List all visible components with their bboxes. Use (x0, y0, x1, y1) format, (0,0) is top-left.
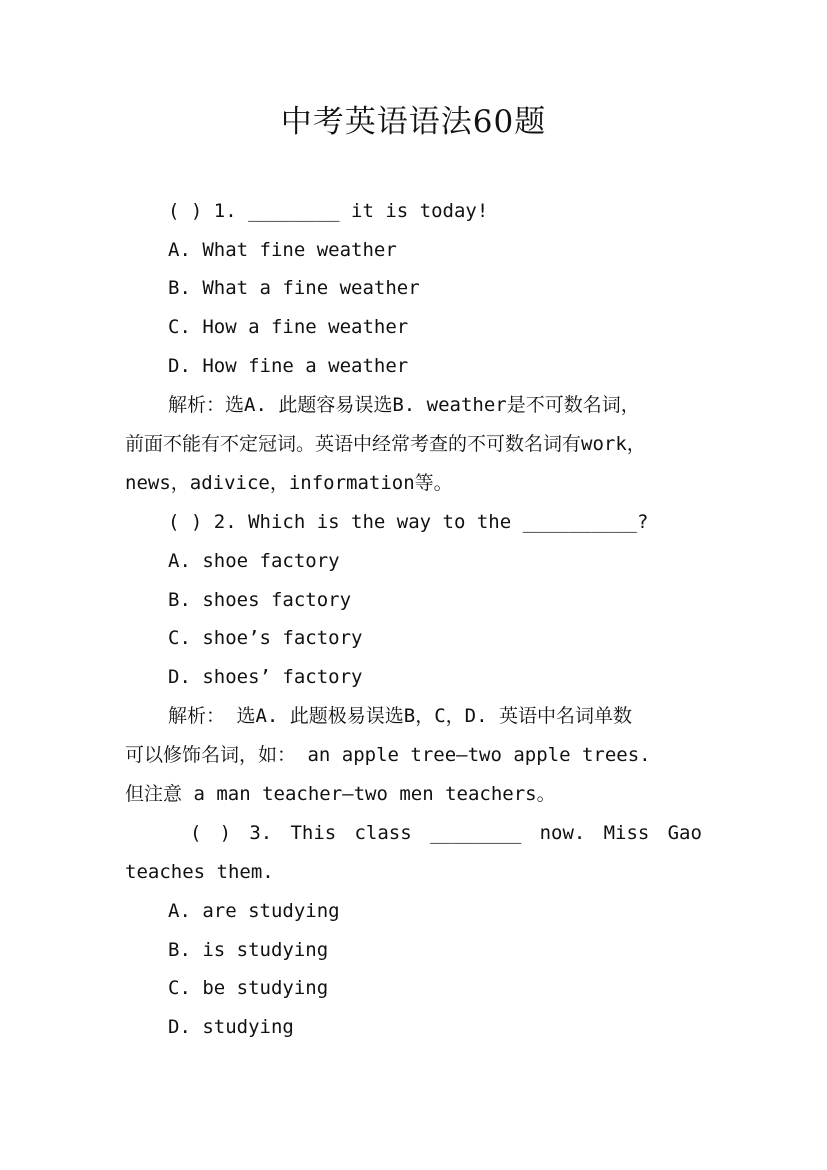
question-1-analysis-line-3: news，adivice，information等。 (125, 472, 453, 494)
q3-word: 3. (249, 822, 273, 844)
q3-blank: ________ (429, 822, 522, 844)
question-2-option-b: B. shoes factory (168, 589, 352, 611)
question-1-stem: ( ) 1. ________ it is today! (168, 200, 489, 222)
question-2-option-c: C. shoe’s factory (168, 627, 363, 649)
question-3-stem-line-1 (190, 821, 702, 845)
q3-word: Gao (667, 822, 702, 844)
question-3-option-a: A. are studying (168, 900, 340, 922)
question-1-option-b: B. What a fine weather (168, 277, 420, 299)
question-3-option-b: B. is studying (168, 939, 329, 961)
q3-word: ( (190, 822, 202, 844)
q3-word: Miss (603, 822, 650, 844)
q3-word: ) (219, 822, 232, 844)
q3-word: now. (539, 822, 586, 844)
question-1-analysis-line-2: 前面不能有不定冠词。英语中经常考查的不可数名词有work， (125, 433, 646, 455)
question-2-option-a: A. shoe factory (168, 550, 340, 572)
question-1-analysis-line-1: 解析：选A. 此题容易误选B. weather是不可数名词， (168, 394, 640, 416)
question-1-option-c: C. How a fine weather (168, 316, 409, 338)
question-3-stem-line-2: teaches them. (125, 861, 274, 883)
question-1-option-d: D. How fine a weather (168, 355, 409, 377)
question-2-analysis-line-2: 可以修饰名词，如： an apple tree—two apple trees. (125, 744, 651, 766)
q3-word: This (290, 822, 337, 844)
document-title: 中考英语语法60题 (280, 104, 547, 140)
question-3-option-d: D. studying (168, 1016, 294, 1038)
question-2-analysis-line-3: 但注意 a man teacher—two men teachers。 (125, 783, 556, 805)
question-2-analysis-line-1: 解析： 选A. 此题极易误选B，C，D. 英语中名词单数 (168, 705, 632, 727)
question-2-stem: ( ) 2. Which is the way to the __________? (168, 511, 649, 533)
question-1-option-a: A. What fine weather (168, 239, 397, 261)
q3-word: class (354, 822, 412, 844)
question-3-option-c: C. be studying (168, 977, 329, 999)
question-2-option-d: D. shoes’ factory (168, 666, 363, 688)
